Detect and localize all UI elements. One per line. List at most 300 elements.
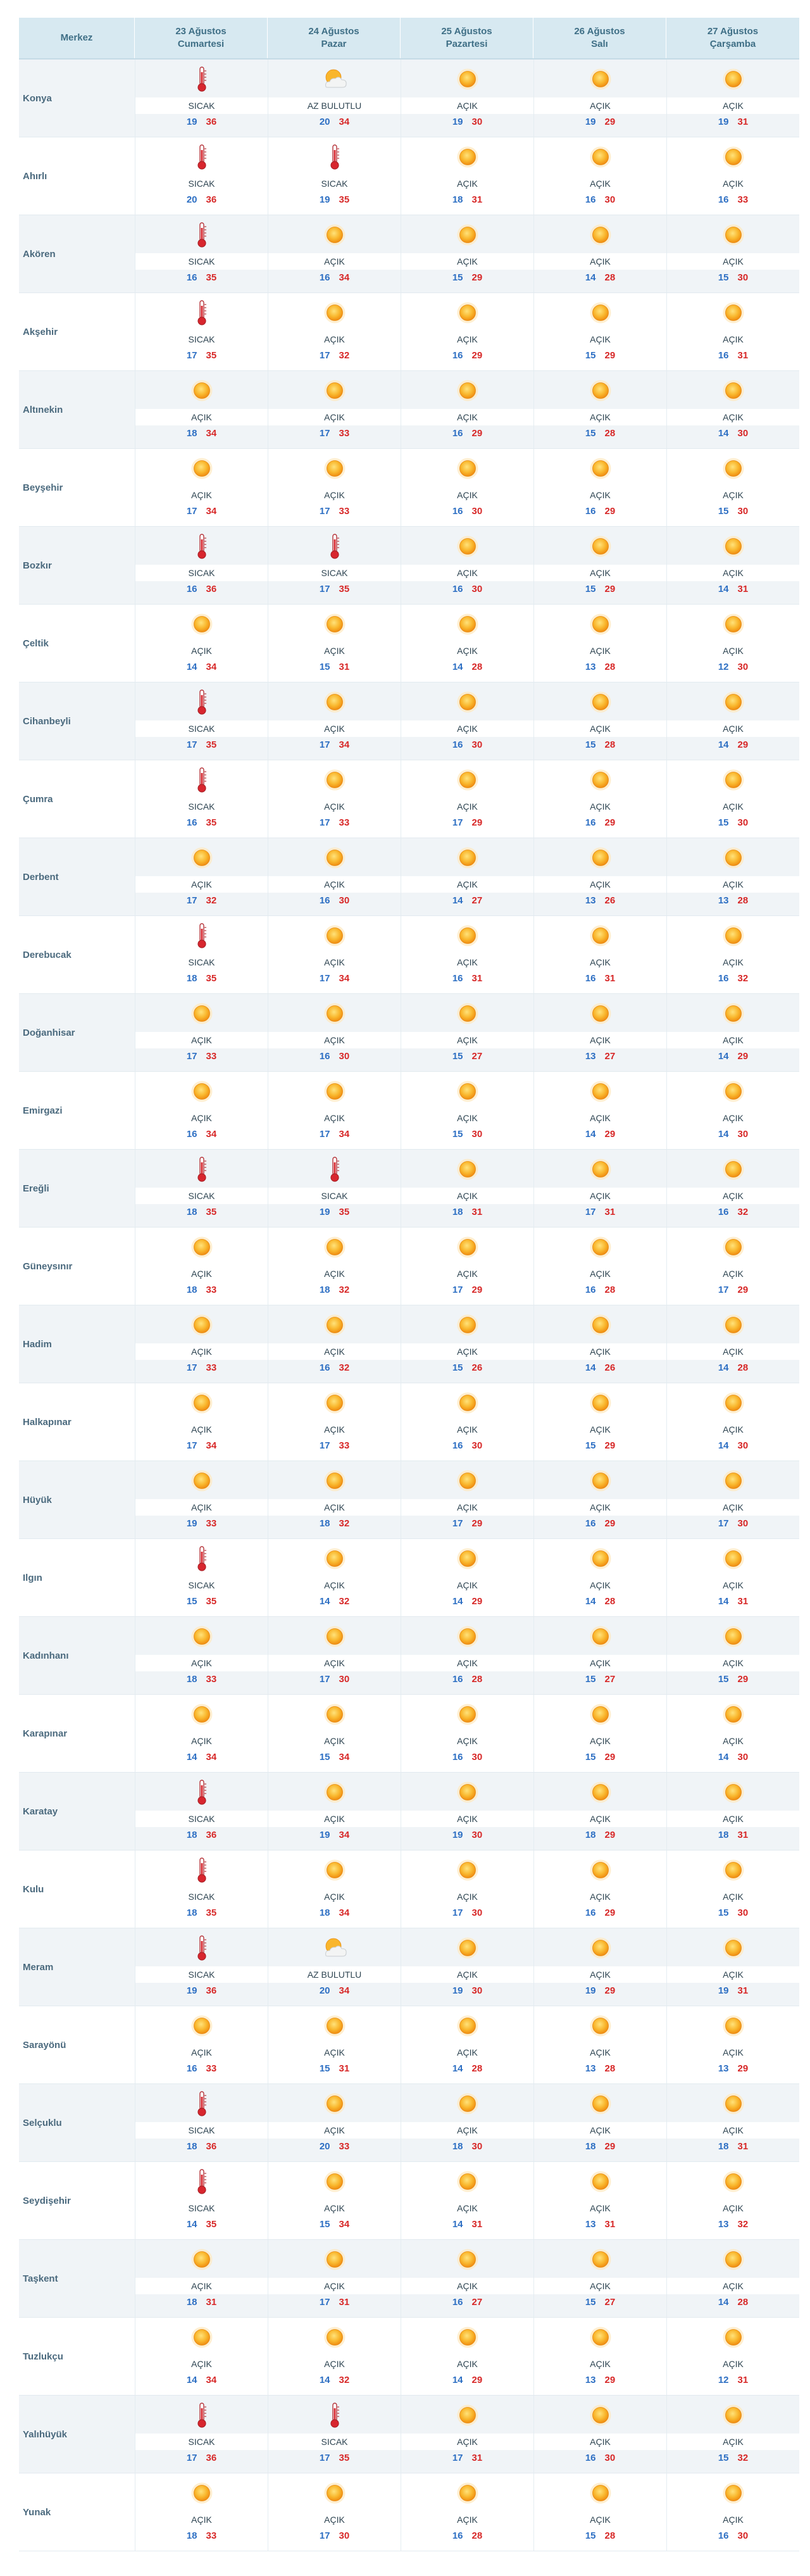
sun-icon	[534, 1935, 666, 1961]
condition-label: AÇIK	[667, 409, 799, 425]
max-temp: 35	[339, 194, 350, 205]
temperature-range	[135, 1906, 268, 1920]
condition-label: AÇIK	[667, 2044, 799, 2061]
max-temp: 29	[471, 1518, 483, 1529]
temperature-range	[401, 2296, 533, 2309]
condition-label: AÇIK	[534, 1188, 666, 1204]
header-day	[401, 18, 533, 58]
temperature-range	[534, 1205, 666, 1219]
forecast-cell	[135, 1539, 268, 1617]
max-temp: 29	[604, 116, 616, 127]
condition-label: AÇIK	[534, 2278, 666, 2294]
condition-label: AÇIK	[401, 409, 533, 425]
min-temp: 14	[452, 662, 463, 672]
city-name: Ilgın	[19, 1539, 135, 1617]
sun-icon	[135, 612, 268, 637]
sun-icon	[667, 1390, 799, 1416]
max-temp: 29	[604, 1440, 616, 1451]
sun-icon	[667, 534, 799, 559]
condition-label: AÇIK	[268, 1421, 401, 1438]
condition-label: AÇIK	[268, 1266, 401, 1282]
temperature-range	[135, 816, 268, 830]
condition-label: AÇIK	[401, 1188, 533, 1204]
min-temp: 18	[186, 1674, 197, 1685]
sun-icon	[401, 1624, 533, 1649]
forecast-cell	[666, 1539, 799, 1617]
temperature-range	[401, 1517, 533, 1531]
temperature-range	[268, 1128, 401, 1141]
forecast-cell	[268, 1461, 401, 1539]
min-temp: 17	[319, 506, 330, 517]
temperature-range	[401, 349, 533, 363]
sun-icon	[667, 300, 799, 325]
min-temp: 14	[585, 1129, 596, 1140]
forecast-cell	[533, 1150, 666, 1228]
condition-label: AÇIK	[268, 2122, 401, 2139]
condition-label: AÇIK	[667, 1343, 799, 1360]
max-temp: 33	[737, 194, 749, 205]
condition-label: SICAK	[268, 1188, 401, 1204]
temperature-range	[667, 1283, 799, 1297]
forecast-cell	[135, 449, 268, 527]
city-name: Altınekin	[19, 371, 135, 449]
max-temp: 31	[737, 1830, 749, 1840]
min-temp: 15	[718, 817, 729, 828]
forecast-cell	[135, 2162, 268, 2240]
min-temp: 13	[585, 2063, 596, 2074]
max-temp: 29	[604, 817, 616, 828]
sun-icon	[667, 2091, 799, 2116]
thermometer-hot-icon	[268, 534, 401, 559]
temperature-range	[268, 816, 401, 830]
forecast-cell	[666, 1617, 799, 1695]
forecast-cell	[666, 1383, 799, 1461]
forecast-cell	[268, 2318, 401, 2396]
condition-label: AÇIK	[268, 2278, 401, 2294]
temperature-range	[534, 660, 666, 674]
condition-label: AÇIK	[135, 1655, 268, 1671]
condition-label: AÇIK	[268, 1577, 401, 1593]
forecast-cell	[401, 2162, 533, 2240]
forecast-cell	[533, 293, 666, 371]
min-temp: 15	[319, 1752, 330, 1762]
forecast-cell	[268, 1383, 401, 1461]
sun-icon	[667, 845, 799, 870]
sun-icon	[667, 1857, 799, 1883]
city-name: Çumra	[19, 760, 135, 838]
max-temp: 30	[737, 1129, 749, 1140]
sun-icon	[135, 1390, 268, 1416]
temperature-range	[268, 2296, 401, 2309]
min-temp: 19	[452, 1985, 463, 1996]
sun-icon	[534, 767, 666, 793]
sun-icon	[667, 144, 799, 170]
max-temp: 33	[339, 506, 350, 517]
min-temp: 15	[585, 584, 596, 594]
forecast-cell	[666, 2240, 799, 2318]
max-temp: 32	[339, 350, 350, 361]
max-temp: 28	[604, 662, 616, 672]
max-temp: 31	[471, 194, 483, 205]
temperature-range	[401, 1828, 533, 1842]
max-temp: 28	[604, 2063, 616, 2074]
temperature-range	[667, 660, 799, 674]
min-temp: 16	[186, 584, 197, 594]
condition-label: AÇIK	[135, 1032, 268, 1048]
min-temp: 18	[186, 1207, 197, 1217]
temperature-range	[667, 894, 799, 908]
max-temp: 34	[206, 1440, 217, 1451]
min-temp: 17	[319, 1129, 330, 1140]
max-temp: 30	[471, 1752, 483, 1762]
forecast-cell	[533, 682, 666, 760]
max-temp: 34	[339, 1129, 350, 1140]
sun-icon	[268, 1780, 401, 1805]
forecast-cell	[268, 371, 401, 449]
sun-icon	[401, 144, 533, 170]
sun-icon	[534, 2247, 666, 2272]
forecast-cell	[533, 605, 666, 682]
forecast-cell	[666, 1928, 799, 2006]
max-temp: 28	[471, 2530, 483, 2541]
max-temp: 36	[206, 1830, 217, 1840]
temperature-range	[401, 816, 533, 830]
temperature-range	[268, 1439, 401, 1453]
table-row	[19, 1305, 799, 1383]
condition-label: AÇIK	[401, 1499, 533, 1516]
sun-icon	[534, 1312, 666, 1338]
min-temp: 14	[718, 1596, 729, 1607]
sun-icon	[534, 534, 666, 559]
temperature-range	[135, 193, 268, 207]
min-temp: 15	[585, 2297, 596, 2308]
forecast-cell	[533, 1539, 666, 1617]
min-temp: 17	[452, 1285, 463, 1295]
condition-label: AÇIK	[534, 798, 666, 815]
max-temp: 34	[339, 272, 350, 283]
max-temp: 33	[206, 2063, 217, 2074]
city-name: Halkapınar	[19, 1383, 135, 1461]
temperature-range	[534, 2296, 666, 2309]
forecast-cell	[268, 137, 401, 215]
sun-icon	[667, 1468, 799, 1493]
max-temp: 30	[339, 1051, 350, 1062]
min-temp: 17	[186, 2453, 197, 2463]
min-temp: 20	[319, 1985, 330, 1996]
sun-icon	[401, 1079, 533, 1104]
max-temp: 29	[604, 2375, 616, 2385]
min-temp: 17	[186, 506, 197, 517]
min-temp: 17	[319, 2530, 330, 2541]
sun-icon	[135, 1702, 268, 1727]
thermometer-hot-icon	[135, 534, 268, 559]
condition-label: SICAK	[135, 331, 268, 348]
condition-label: AÇIK	[268, 2356, 401, 2372]
table-row	[19, 1072, 799, 1150]
max-temp: 30	[339, 895, 350, 906]
temperature-range	[268, 1517, 401, 1531]
temperature-range	[534, 349, 666, 363]
sun-icon	[401, 2013, 533, 2039]
forecast-cell	[135, 1150, 268, 1228]
max-temp: 32	[339, 2375, 350, 2385]
temperature-range	[135, 1283, 268, 1297]
min-temp: 14	[186, 2375, 197, 2385]
min-temp: 17	[452, 2453, 463, 2463]
condition-label: SICAK	[268, 565, 401, 581]
condition-label: AÇIK	[268, 2044, 401, 2061]
city-name: Doğanhisar	[19, 994, 135, 1072]
table-row	[19, 2396, 799, 2473]
max-temp: 36	[206, 2141, 217, 2152]
sun-icon	[135, 1312, 268, 1338]
forecast-cell	[533, 1072, 666, 1150]
thermometer-hot-icon	[135, 144, 268, 170]
forecast-cell	[533, 1305, 666, 1383]
condition-label: AÇIK	[534, 409, 666, 425]
table-row	[19, 1150, 799, 1228]
sun-icon	[534, 2091, 666, 2116]
condition-label: AÇIK	[534, 253, 666, 270]
temperature-range	[268, 1828, 401, 1842]
condition-label: SICAK	[135, 1811, 268, 1827]
min-temp: 15	[585, 428, 596, 439]
condition-label: AÇIK	[534, 97, 666, 114]
forecast-cell	[533, 2318, 666, 2396]
sun-icon	[135, 2013, 268, 2039]
max-temp: 31	[604, 973, 616, 984]
condition-label: AÇIK	[534, 1655, 666, 1671]
condition-label: AÇIK	[268, 1888, 401, 1905]
condition-label: AÇIK	[534, 487, 666, 503]
forecast-cell	[533, 2240, 666, 2318]
condition-label: AZ BULUTLU	[268, 1966, 401, 1983]
sun-icon	[401, 2247, 533, 2272]
sun-icon	[135, 2480, 268, 2506]
min-temp: 14	[718, 428, 729, 439]
temperature-range	[534, 115, 666, 129]
temperature-range	[667, 1984, 799, 1998]
sun-icon	[401, 2480, 533, 2506]
max-temp: 30	[471, 1985, 483, 1996]
max-temp: 33	[206, 1674, 217, 1685]
forecast-cell	[666, 1072, 799, 1150]
sun-icon	[268, 2325, 401, 2350]
condition-label: SICAK	[135, 253, 268, 270]
temperature-range	[667, 1828, 799, 1842]
sun-icon	[268, 2480, 401, 2506]
condition-label: SICAK	[135, 720, 268, 737]
min-temp: 14	[718, 1051, 729, 1062]
sun-icon	[667, 689, 799, 715]
forecast-cell	[533, 994, 666, 1072]
forecast-cell	[268, 449, 401, 527]
min-temp: 16	[452, 973, 463, 984]
sun-icon	[534, 1157, 666, 1182]
city-name: Derebucak	[19, 916, 135, 994]
sun-icon	[268, 300, 401, 325]
min-temp: 16	[452, 1752, 463, 1762]
temperature-range	[534, 582, 666, 596]
header-merkez-label: Merkez	[60, 32, 93, 43]
temperature-range	[268, 2062, 401, 2076]
sun-icon	[534, 2013, 666, 2039]
condition-label: AÇIK	[401, 1032, 533, 1048]
sun-icon	[667, 66, 799, 92]
forecast-cell	[268, 215, 401, 293]
forecast-cell	[666, 1850, 799, 1928]
forecast-cell	[135, 1695, 268, 1773]
condition-label: AÇIK	[534, 643, 666, 659]
min-temp: 19	[718, 116, 729, 127]
max-temp: 36	[206, 2453, 217, 2463]
forecast-cell	[533, 1773, 666, 1850]
condition-label: SICAK	[135, 565, 268, 581]
max-temp: 33	[206, 2530, 217, 2541]
condition-label: AÇIK	[534, 876, 666, 893]
condition-label: AÇIK	[268, 1811, 401, 1827]
min-temp: 20	[319, 2141, 330, 2152]
condition-label: AÇIK	[534, 2356, 666, 2372]
forecast-cell	[401, 838, 533, 916]
max-temp: 36	[206, 584, 217, 594]
condition-label: AÇIK	[667, 97, 799, 114]
min-temp: 14	[186, 662, 197, 672]
condition-label: AÇIK	[401, 643, 533, 659]
condition-label: AÇIK	[401, 1343, 533, 1360]
max-temp: 35	[206, 973, 217, 984]
forecast-cell	[401, 137, 533, 215]
forecast-cell	[401, 60, 533, 137]
max-temp: 31	[471, 1207, 483, 1217]
min-temp: 15	[319, 2063, 330, 2074]
min-temp: 16	[718, 194, 729, 205]
min-temp: 17	[718, 1518, 729, 1529]
thermometer-hot-icon	[135, 66, 268, 92]
max-temp: 32	[737, 2453, 749, 2463]
temperature-range	[401, 1361, 533, 1375]
condition-label: SICAK	[135, 1188, 268, 1204]
max-temp: 33	[206, 1362, 217, 1373]
max-temp: 29	[604, 1518, 616, 1529]
max-temp: 35	[206, 1207, 217, 1217]
sun-icon	[268, 456, 401, 481]
temperature-range	[401, 1439, 533, 1453]
temperature-range	[401, 1984, 533, 1998]
thermometer-hot-icon	[135, 2091, 268, 2116]
min-temp: 18	[718, 2141, 729, 2152]
max-temp: 33	[206, 1285, 217, 1295]
max-temp: 29	[604, 1752, 616, 1762]
thermometer-hot-icon	[135, 1935, 268, 1961]
max-temp: 34	[339, 973, 350, 984]
condition-label: AÇIK	[667, 2122, 799, 2139]
temperature-range	[534, 271, 666, 285]
min-temp: 17	[186, 895, 197, 906]
partly-cloudy-icon	[268, 66, 401, 92]
min-temp: 15	[585, 1674, 596, 1685]
forecast-cell	[666, 1773, 799, 1850]
forecast-cell	[135, 215, 268, 293]
condition-label: AÇIK	[135, 1499, 268, 1516]
max-temp: 29	[604, 506, 616, 517]
max-temp: 34	[339, 116, 350, 127]
header-weekday: Cumartesi	[177, 39, 225, 49]
min-temp: 16	[186, 817, 197, 828]
header-day	[268, 18, 401, 58]
min-temp: 18	[186, 973, 197, 984]
forecast-cell	[268, 838, 401, 916]
forecast-cell	[135, 1928, 268, 2006]
min-temp: 18	[186, 1830, 197, 1840]
sun-icon	[667, 1157, 799, 1182]
max-temp: 30	[471, 584, 483, 594]
condition-label: AÇIK	[135, 1421, 268, 1438]
temperature-range	[667, 427, 799, 441]
temperature-range	[135, 1517, 268, 1531]
temperature-range	[135, 1984, 268, 1998]
temperature-range	[268, 660, 401, 674]
forecast-cell	[268, 1228, 401, 1305]
min-temp: 18	[452, 1207, 463, 1217]
condition-label: AÇIK	[667, 565, 799, 581]
sun-icon	[667, 1001, 799, 1026]
forecast-cell	[401, 215, 533, 293]
condition-label: AÇIK	[135, 1733, 268, 1749]
max-temp: 32	[339, 1596, 350, 1607]
max-temp: 30	[737, 428, 749, 439]
min-temp: 17	[452, 817, 463, 828]
condition-label: AÇIK	[135, 409, 268, 425]
temperature-range	[135, 2529, 268, 2543]
condition-label: AÇIK	[667, 876, 799, 893]
max-temp: 30	[737, 1518, 749, 1529]
condition-label: AÇIK	[401, 97, 533, 114]
sun-icon	[401, 2403, 533, 2428]
table-row	[19, 527, 799, 605]
forecast-cell	[401, 2473, 533, 2551]
min-temp: 18	[319, 1518, 330, 1529]
sun-icon	[534, 1235, 666, 1260]
forecast-cell	[268, 1305, 401, 1383]
temperature-range	[401, 427, 533, 441]
table-row	[19, 215, 799, 293]
temperature-range	[667, 1205, 799, 1219]
forecast-cell	[533, 1383, 666, 1461]
sun-icon	[268, 845, 401, 870]
max-temp: 30	[737, 506, 749, 517]
sun-icon	[268, 1001, 401, 1026]
min-temp: 16	[452, 506, 463, 517]
max-temp: 26	[604, 1362, 616, 1373]
condition-label: AÇIK	[667, 331, 799, 348]
max-temp: 35	[206, 739, 217, 750]
sun-icon	[667, 2480, 799, 2506]
table-row	[19, 1539, 799, 1617]
min-temp: 19	[452, 1830, 463, 1840]
forecast-cell	[533, 2473, 666, 2551]
min-temp: 16	[585, 1907, 596, 1918]
temperature-range	[268, 972, 401, 986]
max-temp: 31	[339, 2063, 350, 2074]
forecast-cell	[268, 1695, 401, 1773]
sun-icon	[534, 222, 666, 248]
temperature-range	[667, 1517, 799, 1531]
min-temp: 15	[718, 506, 729, 517]
max-temp: 29	[471, 2375, 483, 2385]
city-name: Kulu	[19, 1850, 135, 1928]
forecast-cell	[268, 682, 401, 760]
